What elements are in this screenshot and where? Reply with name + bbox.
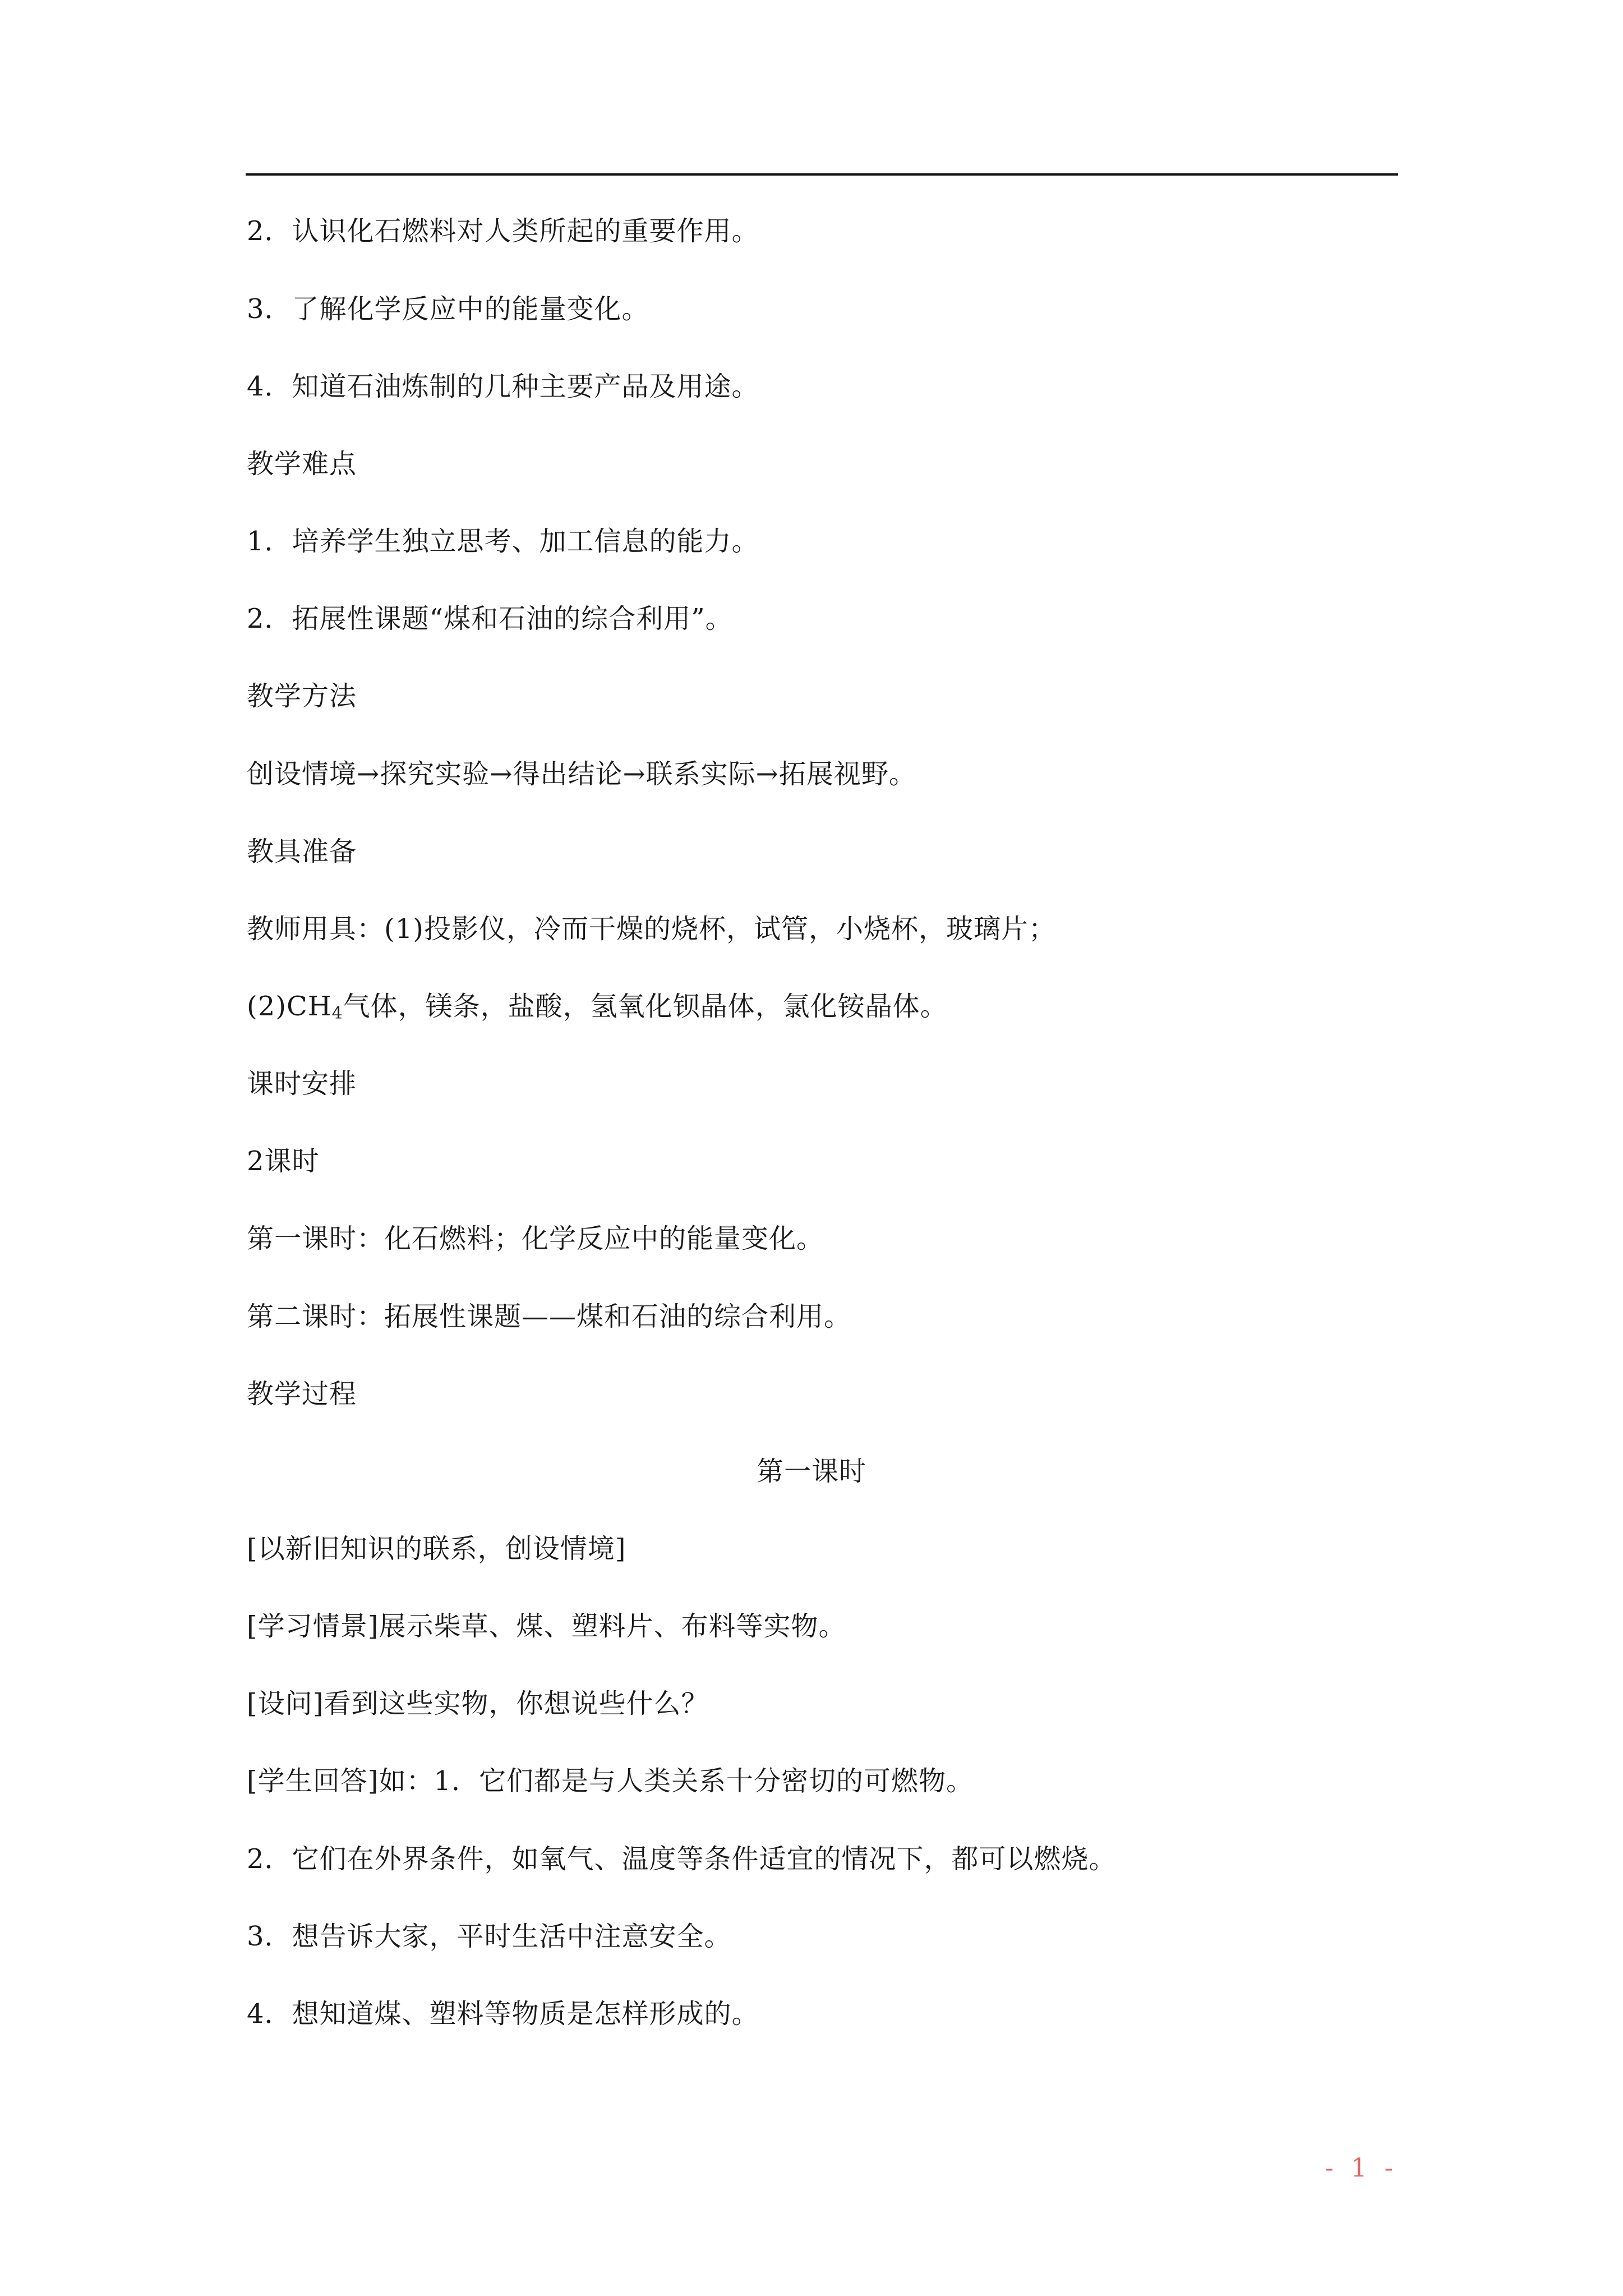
schedule-lesson-2: 第二课时：拓展性课题——煤和石油的综合利用。 [247, 1301, 852, 1332]
objective-2: 2．认识化石燃料对人类所起的重要作用。 [247, 215, 759, 247]
methods-text: 创设情境→探究实验→得出结论→联系实际→拓展视野。 [247, 758, 916, 790]
section-heading-process: 教学过程 [247, 1378, 357, 1410]
step-scenario: [学习情景]展示柴草、煤、塑料片、布料等实物。 [247, 1611, 846, 1642]
ch4-prefix: (2)CH [247, 991, 332, 1022]
section-heading-schedule: 课时安排 [247, 1068, 357, 1099]
section-heading-methods: 教学方法 [247, 680, 357, 712]
page-number: - 1 - [1325, 2152, 1398, 2183]
objective-4: 4．知道石油炼制的几种主要产品及用途。 [247, 371, 759, 402]
difficulty-1: 1．培养学生独立思考、加工信息的能力。 [247, 526, 759, 557]
difficulty-2: 2．拓展性课题“煤和石油的综合利用”。 [247, 603, 733, 634]
objective-3: 3．了解化学反应中的能量变化。 [247, 293, 649, 325]
section-heading-materials: 教具准备 [247, 836, 357, 867]
schedule-total: 2课时 [247, 1145, 320, 1177]
ch4-subscript: 4 [331, 1004, 343, 1023]
student-answer-3: 3．想告诉大家，平时生活中注意安全。 [247, 1921, 732, 1952]
step-question: [设问]看到这些实物，你想说些什么？ [247, 1688, 709, 1719]
student-answer-4: 4．想知道煤、塑料等物质是怎样形成的。 [247, 1998, 759, 2030]
ch4-suffix: 气体，镁条，盐酸，氢氧化钡晶体，氯化铵晶体。 [343, 991, 948, 1022]
header-rule [246, 173, 1398, 176]
student-answer-1: [学生回答]如：1．它们都是与人类关系十分密切的可燃物。 [247, 1765, 974, 1797]
step-context: [以新旧知识的联系，创设情境] [247, 1533, 626, 1565]
section-heading-difficulties: 教学难点 [247, 448, 357, 480]
lesson-1-heading [0, 1455, 1623, 1488]
schedule-lesson-1: 第一课时：化石燃料；化学反应中的能量变化。 [247, 1223, 824, 1254]
materials-line-1: 教师用具：(1)投影仪，冷而干燥的烧杯，试管，小烧杯，玻璃片； [247, 913, 1056, 945]
student-answer-2: 2．它们在外界条件，如氧气、温度等条件适宜的情况下，都可以燃烧。 [247, 1843, 1117, 1875]
materials-line-2 [247, 990, 948, 1023]
lesson-1-heading-text: 第一课时 [756, 1456, 866, 1487]
